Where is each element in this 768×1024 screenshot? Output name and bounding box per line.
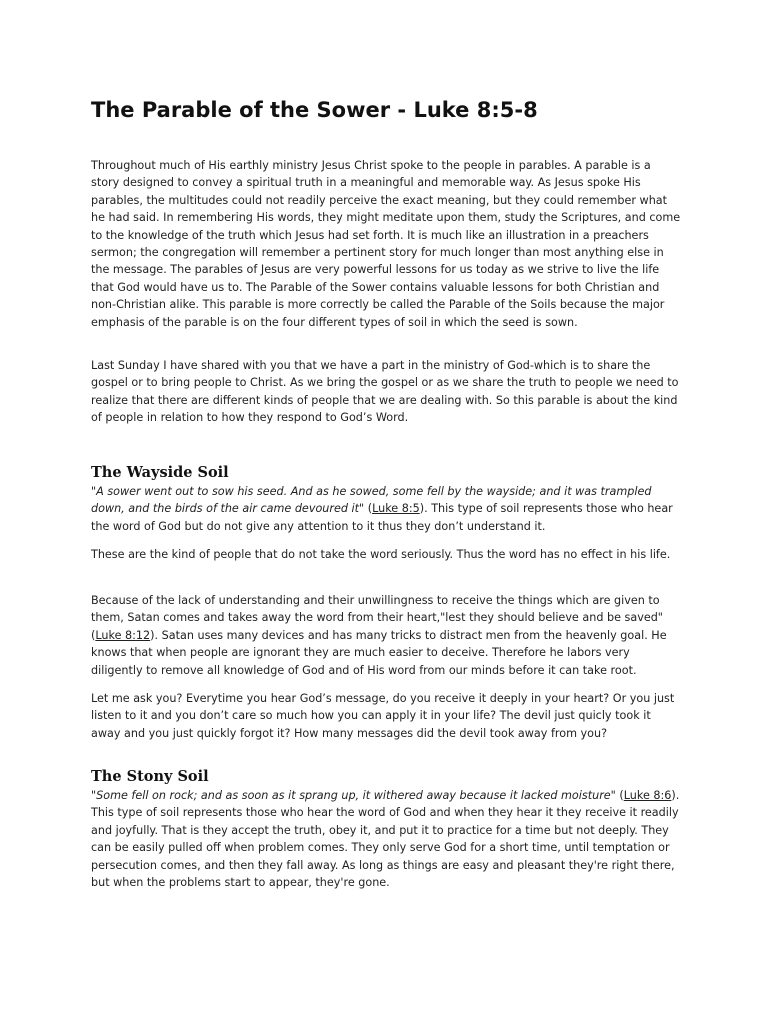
wayside-paragraph-2: These are the kind of people that do not take the word seriously. Thus the word has no effect in his life. bbox=[91, 548, 671, 561]
wayside-paragraph-3-after: ). Satan uses many devices and has many tricks to distract men from the heavenly goal. He knows that when people are ignorant they are much easier to deceive. Therefore he labors very diligently to remove all knowledge of God and of His word from our minds before it can take root. bbox=[91, 628, 667, 677]
stony-quote-after: ). This type of soil represents those who hear the word of God and when they hear it they receive it readily and joyfully. That is they accept the truth, obey it, and put it to practice for a time but not deeply. They can be easily pulled off when problem comes. They only serve God for a short time, until temptation or persecution comes, and then they fall away. As long as things are easy and pleasant they're right there, but when the problems start to appear, they're gone. bbox=[91, 789, 680, 890]
luke-8-6-link[interactable]: Luke 8:6 bbox=[623, 789, 672, 802]
stony-quote-paragraph bbox=[91, 787, 681, 891]
wayside-ref-open: ( bbox=[364, 502, 373, 516]
luke-8-12-link[interactable]: Luke 8:12 bbox=[95, 628, 151, 642]
wayside-soil-heading: The Wayside Soil bbox=[91, 464, 229, 481]
stony-soil-heading: The Stony Soil bbox=[91, 768, 209, 785]
wayside-paragraph-3 bbox=[91, 592, 681, 679]
stony-ref-open: ( bbox=[615, 789, 624, 802]
wayside-quote: "A sower went out to sow his seed. And as he sowed, some fell by the wayside; and it was trampled down, and the birds of the air came devoured it" bbox=[91, 485, 652, 516]
wayside-quote-after: ). This type of soil represents those who hear the word of God but do not give any attention to it thus they don’t understand it. bbox=[91, 502, 673, 533]
wayside-quote-paragraph bbox=[91, 483, 681, 535]
stony-quote: "Some fell on rock; and as soon as it sprang up, it withered away because it lacked moisture" bbox=[91, 789, 616, 802]
luke-8-5-link[interactable]: Luke 8:5 bbox=[372, 502, 420, 516]
page-title: The Parable of the Sower - Luke 8:5-8 bbox=[91, 98, 538, 122]
wayside-paragraph-4: Let me ask you? Everytime you hear God’s message, do you receive it deeply in your heart? Or you just listen to it and you don’t care so much how you can apply it in your life? The devil just quicly took it away and you just quickly forgot it? How many messages did the devil took away from you? bbox=[91, 692, 675, 740]
second-paragraph: Last Sunday I have shared with you that we have a part in the ministry of God-which is to share the gospel or to bring people to Christ. As we bring the gospel or as we share the truth to people we need to realize that there are different kinds of people that we are dealing with. So this parable is about the kind of people in relation to how they respond to God’s Word. bbox=[91, 359, 679, 425]
intro-paragraph: Throughout much of His earthly ministry Jesus Christ spoke to the people in parables. A parable is a story designed to convey a spiritual truth in a meaningful and memorable way. As Jesus spoke His parables, the multitudes could not readily perceive the exact meaning, but they could remember what he had said. In remembering His words, they might meditate upon them, study the Scriptures, and come to the knowledge of the truth which Jesus had set forth. It is much like an illustration in a preachers sermon; the congregation will remember a pertinent story for much longer than most anything else in the message. The parables of Jesus are very powerful lessons for us today as we strive to live the life that God would have us to. The Parable of the Sower contains valuable lessons for both Christian and non-Christian alike. This parable is more correctly be called the Parable of the Soils because the major emphasis of the parable is on the four different types of soil in which the seed is sown. bbox=[91, 159, 681, 329]
wayside-paragraph-3-before: Because of the lack of understanding and their unwillingness to receive the things which are given to them, Satan comes and takes away the word from their heart,"lest they should believe and be saved" ( bbox=[91, 594, 663, 642]
